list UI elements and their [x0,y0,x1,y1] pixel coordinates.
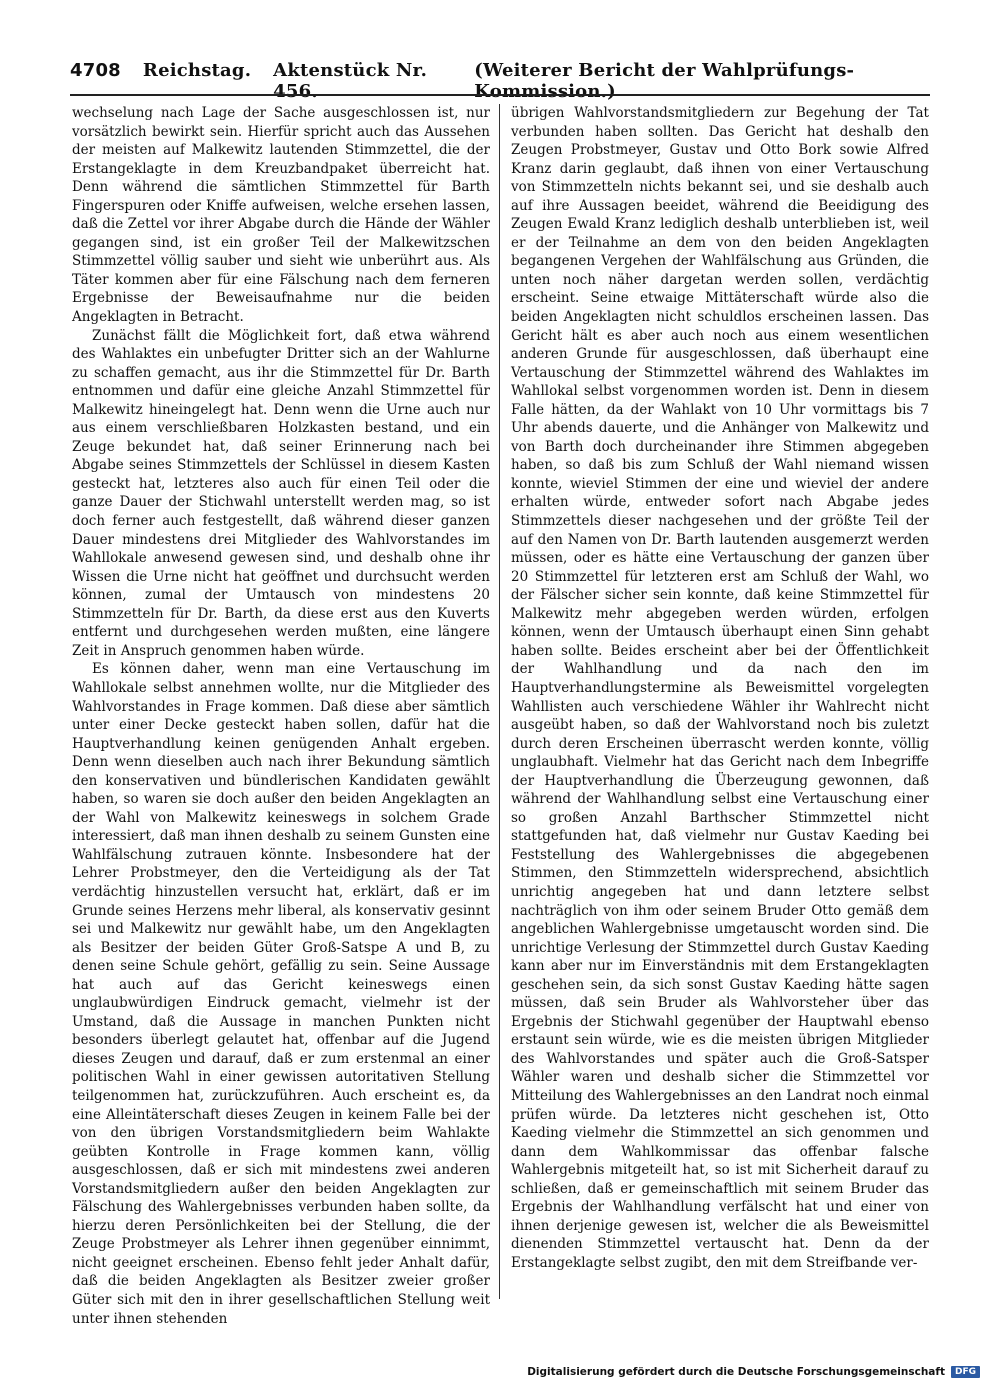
column-divider [499,104,500,1299]
header-rule [70,94,930,96]
paragraph: Zunächst fällt die Möglichkeit fort, daß etwa während des Wahlaktes ein unbefugter Dritter sich an der Wahlurne zu schaffen gemacht, aus ihr die Stimmzettel für Dr. Barth entnommen und dafür eine gleiche Anzahl Stimmzettel für Malkewitz hineingelegt hat. Denn wenn die Urne auch nur aus einem verschließbaren Holzkasten bestand, und ein Zeuge bekundet hat, daß seiner Erinnerung nach bei Abgabe seines Stimmzettels der Schlüssel in diesem Kasten gesteckt hat, letzteres also auch für einen Teil oder die ganze Dauer der Stichwahl unterstellt werden mag, so ist doch ferner auch festgestellt, daß während dieser ganzen Dauer mindestens drei Mitglieder des Wahlvorstandes im Wahllokale anwesend gewesen sind, und deshalb ohne ihr Wissen die Urne nicht hat geöffnet und durchsucht werden können, zumal der Umtausch von mindestens 20 Stimmzetteln für Dr. Barth, da diese erst aus den Kuverts entfernt und durchgesehen werden mußten, eine längere Zeit in Anspruch genommen haben würde. [72,327,490,659]
header-subtitle: (Weiterer Bericht der Wahlprüfungs-Kommission.) [474,60,855,102]
header-section: Reichstag. [142,60,252,81]
page-number: 4708 [70,60,121,81]
left-column [72,104,490,1327]
footer [527,1364,980,1380]
paragraph: Es können daher, wenn man eine Vertauschung im Wahllokale selbst annehmen wollte, nur die Mitglieder des Wahlvorstandes in Frage kommen. Daß diese aber sämtlich unter einer Decke gesteckt haben sollen, dafür hat die Hauptverhandlung keinen genügenden Anhalt ergeben. Denn wenn dieselben auch nach ihrer Bekundung sämtlich den konservativen und bündlerischen Kandidaten gewählt haben, so waren sie doch außer den beiden Angeklagten an der Wahl von Malkewitz keineswegs in solchem Grade interessiert, daß man ihnen deshalb zu seinem Gunsten eine Wahlfälschung zutrauen könnte. Insbesondere hat der Lehrer Probstmeyer, den die Verteidigung als der Tat verdächtig hinzustellen versucht hat, erklärt, daß er im Grunde seines Herzens mehr liberal, als konservativ gesinnt sei und Malkewitz nur gewählt habe, um den Angeklagten als Besitzer der beiden Güter Groß-Satspe A und B, zu denen seine Schule gehört, gefällig zu sein. Seine Aussage hat auch auf das Gericht keineswegs einen unglaubwürdigen Eindruck gemacht, vielmehr ist der Umstand, daß die Aussage in manchen Punkten nicht besonders überlegt gelautet hat, offenbar auf die Jugend dieses Zeugen und darauf, daß er zum erstenmal an einer politischen Wahl in einer gewissen autoritativen Stellung teilgenommen hat, zurückzuführen. Auch erscheint es, da eine Alleintäterschaft dieses Zeugen in keinem Falle bei der von den übrigen Vorstandsmitgliedern beim Wahlakte geübten Kontrolle in Frage kommen kann, völlig ausgeschlossen, daß er sich mit mindestens zwei anderen Vorstandsmitgliedern außer den beiden Angeklagten zur Fälschung des Wahlergebnisses verbunden haben sollte, da hierzu deren Persönlichkeiten bei der Stellung, die der Zeuge Probstmeyer als Lehrer ihnen gegenüber einnimmt, nicht geeignet erscheinen. Ebenso fehlt jeder Anhalt dafür, daß die beiden Angeklagten als Besitzer zweier großer Güter sich mit den in ihrer gesellschaftlichen Stellung weit unter ihnen stehenden [72,661,490,1327]
page-header [70,60,930,102]
right-column [511,104,929,1304]
header-document: Aktenstück Nr. 456. [273,60,428,102]
dfg-logo: DFG [951,1366,980,1378]
footer-credit: Digitalisierung gefördert durch die Deutsche Forschungsgemeinschaft [527,1366,945,1378]
paragraph: wechselung nach Lage der Sache ausgeschlossen ist, nur vorsätzlich bewirkt sein. Hierfür spricht auch das Aussehen der meisten auf Malkewitz lautenden Stimmzettel, die der Erstangeklagte in dem Kreuzbandpaket überreicht hat. Denn während die sämtlichen Stimmzettel für Barth Fingerspuren oder Kniffe aufweisen, welche ersehen lassen, daß die Zettel vor ihrer Abgabe durch die Hände der Wähler gegangen sind, ist ein großer Teil der Malkewitzschen Stimmzettel völlig sauber und sieht wie unberührt aus. Als Täter kommen aber für eine Fälschung nach dem ferneren Ergebnisse der Beweisaufnahme nur die beiden Angeklagten in Betracht. [72,105,490,326]
paragraph: übrigen Wahlvorstandsmitgliedern zur Begehung der Tat verbunden haben sollten. Das Gericht hat deshalb den Zeugen Probstmeyer, Gustav und Otto Bork sowie Alfred Kranz darin geglaubt, daß ihnen von einer Vertauschung von Stimmzetteln nichts bekannt sei, und sie deshalb auch auf ihre Aussagen beeidet, während die Beeidigung des Zeugen Ewald Kranz lediglich deshalb unterblieben ist, weil er der Teilnahme an dem von den beiden Angeklagten begangenen Vergehen der Wahlfälschung aus Gründen, die unten noch näher dargetan werden sollen, verdächtig erscheint. Seine etwaige Mittäterschaft würde also die beiden Angeklagten nicht schuldlos erscheinen lassen. Das Gericht hält es aber auch noch aus einem wesentlichen anderen Grunde für ausgeschlossen, daß überhaupt eine Vertauschung der Stimmzettel während des Wahlaktes im Wahllokal selbst vorgenommen worden ist. Denn in diesem Falle hätten, da der Wahlakt von 10 Uhr vormittags bis 7 Uhr abends dauerte, und die Anhänger von Malkewitz und von Barth doch durcheinander ihre Stimmen abgegeben haben, so daß bis zum Schluß der Wahl niemand wissen konnte, wieviel Stimmen der eine und wieviel der andere erhalten würde, entweder sofort nach Abgabe jedes Stimmzettels dieser nachgesehen und der größte Teil der auf den Namen von Dr. Barth lautenden ausgemerzt werden müssen, oder es hätte eine Vertauschung der ganzen über 20 Stimmzettel für letzteren erst am Schluß der Wahl, wo der Fälscher sicher sein konnte, daß keine Stimmzettel für Malkewitz mehr abgegeben werden würden, erfolgen können, wenn der Umtausch überhaupt einen Sinn gehabt haben sollte. Beides erscheint aber bei der Öffentlichkeit der Wahlhandlung und da nach den im Hauptverhandlungstermine als Beweismittel vorgelegten Wahllisten auch verschiedene Wähler ihr Wahlrecht nicht ausgeübt haben, so daß der Wahlvorstand noch bis zuletzt durch deren Erscheinen überrascht werden konnte, völlig unglaubhaft. Vielmehr hat das Gericht nach dem Inbegriffe der Hauptverhandlung die Überzeugung gewonnen, daß während der Wahlhandlung selbst eine Vertauschung einer so großen Anzahl Barthscher Stimmzettel nicht stattgefunden hat, daß vielmehr nur Gustav Kaeding bei Feststellung des Wahlergebnisses die abgegebenen Stimmen, den Stimmzetteln widersprechend, absichtlich unrichtig angegeben hat und dann letztere selbst nachträglich von ihm oder seinem Bruder Otto gemäß dem angeblichen Wahlergebnisse umgetauscht worden sind. Die unrichtige Verlesung der Stimmzettel durch Gustav Kaeding kann aber nur im Einverständnis mit dem Erstangeklagten geschehen sein, da sich sonst Gustav Kaeding hätte sagen müssen, daß sein Bruder als Wahlvorsteher über das Ergebnis der Stichwahl gegenüber der Hauptwahl ebenso erstaunt sein würde, wie es die meisten übrigen Mitglieder des Wahlvorstandes und später auch die Groß-Satsper Wähler waren und deshalb sicher die Stimmzettel vor Mitteilung des Wahlergebnisses an den Landrat noch einmal prüfen würde. Da letzteres nicht geschehen ist, Otto Kaeding vielmehr die Stimmzettel an sich genommen und dann dem Wahlkommissar das offenbar falsche Wahlergebnis mitgeteilt hat, so ist mit Sicherheit darauf zu schließen, daß er gemeinschaftlich mit seinem Bruder das Ergebnis der Wahlhandlung verfälscht hat und einer von ihnen derjenige gewesen ist, welcher die als Beweismittel dienenden Stimmzettel vertauscht hat. Denn da der Erstangeklagte selbst zugibt, den mit dem Streifbande ver- [511,105,929,1271]
